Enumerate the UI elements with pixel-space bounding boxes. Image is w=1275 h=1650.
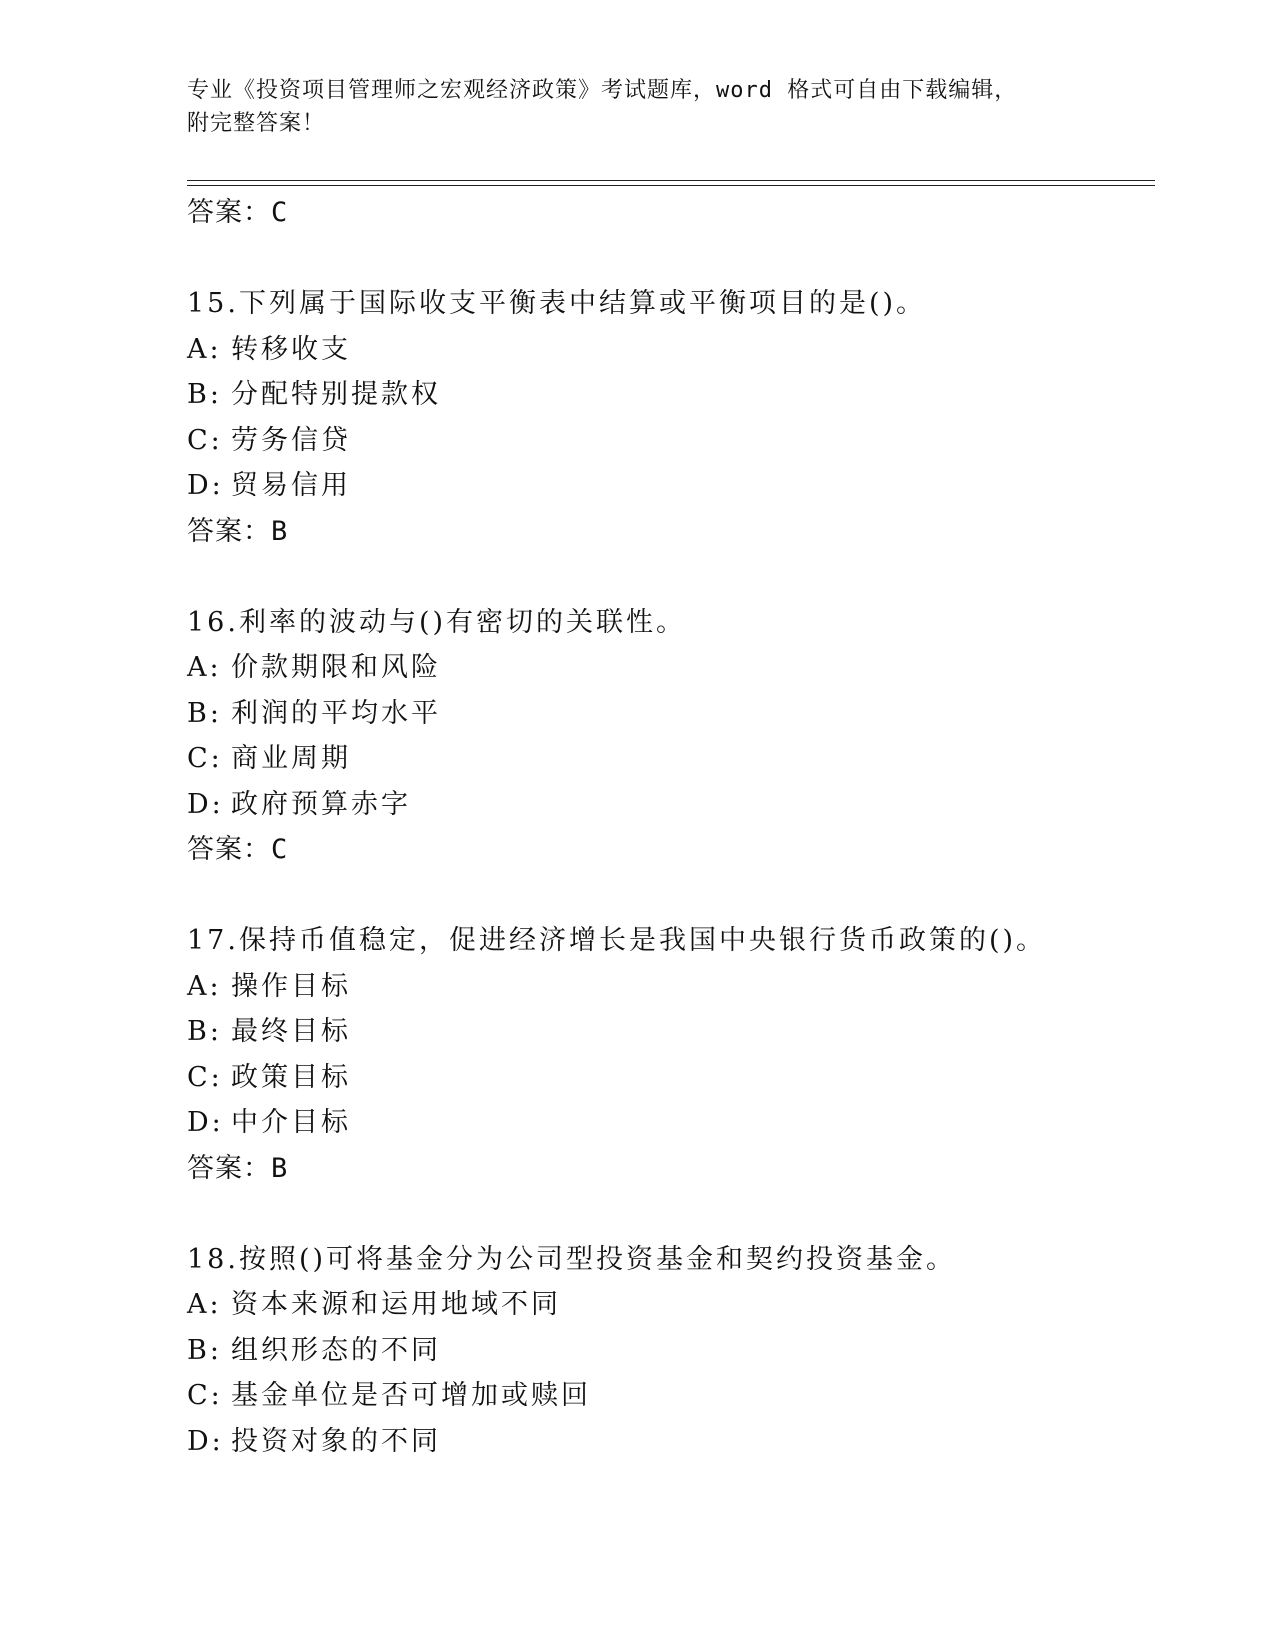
option-c bbox=[187, 418, 1155, 464]
option-c bbox=[187, 736, 1155, 782]
page-header bbox=[187, 74, 1087, 140]
header-line-1: 专业《投资项目管理师之宏观经济政策》考试题库，word 格式可自由下载编辑， bbox=[187, 78, 1018, 103]
option-c bbox=[187, 1373, 1155, 1419]
option-key: B: bbox=[187, 379, 222, 410]
option-key: B: bbox=[187, 697, 222, 729]
option-text: 分配特别提款权 bbox=[231, 379, 441, 410]
option-b bbox=[187, 372, 1155, 418]
option-key: C: bbox=[187, 424, 223, 456]
option-key: C: bbox=[187, 743, 223, 774]
option-d bbox=[187, 1100, 1155, 1146]
option-key: D: bbox=[187, 788, 224, 820]
option-text: 政策目标 bbox=[231, 1061, 351, 1093]
option-key: D: bbox=[187, 1425, 224, 1457]
answer-line: 答案：C bbox=[187, 834, 289, 865]
answer-line: 答案：B bbox=[187, 1152, 289, 1184]
option-a bbox=[187, 1282, 1155, 1328]
option-d bbox=[187, 463, 1155, 509]
question-18 bbox=[187, 1237, 1155, 1465]
option-text: 利润的平均水平 bbox=[231, 697, 441, 729]
answer-line: 答案：C bbox=[187, 197, 289, 228]
option-text: 基金单位是否可增加或赎回 bbox=[231, 1380, 591, 1411]
question-16 bbox=[187, 600, 1155, 874]
option-text: 商业周期 bbox=[231, 743, 351, 774]
option-b bbox=[187, 1009, 1155, 1055]
option-key: A: bbox=[187, 333, 222, 365]
option-key: B: bbox=[187, 1334, 222, 1366]
option-text: 资本来源和运用地域不同 bbox=[231, 1289, 561, 1320]
option-b bbox=[187, 1328, 1155, 1374]
option-text: 中介目标 bbox=[231, 1107, 351, 1138]
question-stem: 17.保持币值稳定，促进经济增长是我国中央银行货币政策的()。 bbox=[187, 925, 1047, 956]
option-text: 投资对象的不同 bbox=[231, 1425, 441, 1457]
header-line-2: 附完整答案！ bbox=[187, 111, 326, 136]
option-a bbox=[187, 327, 1155, 373]
option-key: C: bbox=[187, 1380, 223, 1411]
question-list bbox=[187, 190, 1155, 1464]
option-a bbox=[187, 645, 1155, 691]
option-text: 价款期限和风险 bbox=[231, 652, 441, 683]
question-15 bbox=[187, 281, 1155, 555]
question-stem: 18.按照()可将基金分为公司型投资基金和契约投资基金。 bbox=[187, 1243, 957, 1275]
question-stem: 16.利率的波动与()有密切的关联性。 bbox=[187, 606, 687, 638]
option-key: A: bbox=[187, 970, 222, 1002]
option-text: 政府预算赤字 bbox=[231, 788, 411, 820]
option-text: 贸易信用 bbox=[231, 470, 351, 501]
option-c bbox=[187, 1055, 1155, 1101]
option-text: 劳务信贷 bbox=[231, 424, 351, 456]
option-key: D: bbox=[187, 470, 224, 501]
option-key: B: bbox=[187, 1016, 222, 1047]
option-b bbox=[187, 691, 1155, 737]
option-text: 转移收支 bbox=[231, 333, 351, 365]
option-key: C: bbox=[187, 1061, 223, 1093]
option-key: D: bbox=[187, 1107, 224, 1138]
option-text: 操作目标 bbox=[231, 970, 351, 1002]
header-divider-top bbox=[187, 180, 1155, 181]
option-text: 最终目标 bbox=[231, 1016, 351, 1047]
option-d bbox=[187, 782, 1155, 828]
question-17 bbox=[187, 918, 1155, 1192]
option-text: 组织形态的不同 bbox=[231, 1334, 441, 1366]
question-stem: 15.下列属于国际收支平衡表中结算或平衡项目的是()。 bbox=[187, 288, 927, 319]
header-divider-bottom bbox=[187, 185, 1155, 186]
answer-line: 答案：B bbox=[187, 515, 289, 547]
option-key: A: bbox=[187, 652, 222, 683]
option-d bbox=[187, 1419, 1155, 1465]
option-key: A: bbox=[187, 1289, 222, 1320]
option-a bbox=[187, 964, 1155, 1010]
